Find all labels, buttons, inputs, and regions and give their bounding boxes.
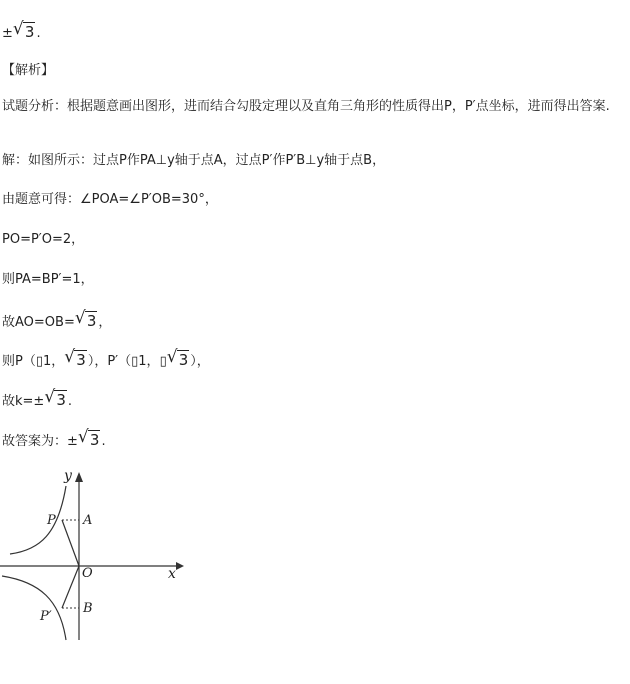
solution-line-1: 解：如图所示：过点P作PA⊥y轴于点A，过点P′作P′B⊥y轴于点B， (2, 153, 386, 168)
origin-label: O (82, 566, 93, 581)
sqrt-symbol: √ 3 (77, 427, 100, 449)
analysis-paragraph: 试题分析：根据题意画出图形，进而结合勾股定理以及直角三角形的性质得出P，P′点坐标，进而得出答案. (2, 99, 610, 114)
point-b-label: B (83, 601, 93, 616)
geometry-figure (0, 462, 200, 652)
lower-curve (2, 576, 66, 640)
point-p-label: P (47, 513, 56, 528)
solution-5-suffix: ， (98, 315, 112, 330)
answer-radicand: 3 (24, 23, 35, 41)
answer-prefix: ± (2, 26, 13, 41)
missing-glyph-box: ▯ (159, 354, 167, 369)
y-axis-arrow (75, 472, 83, 482)
solution-8-suffix: . (101, 434, 106, 449)
solution-line-2: 由题意可得：∠POA=∠P′OB=30°， (2, 192, 218, 207)
sqrt-symbol: √ 3 (12, 19, 35, 41)
answer-suffix: . (36, 26, 41, 41)
segment-op (62, 520, 79, 566)
solution-line-3: PO=P′O=2， (2, 232, 85, 247)
sqrt-symbol: √ 3 (64, 347, 86, 369)
segment-op-prime (62, 566, 79, 608)
solution-6-part4: 1， (138, 354, 160, 369)
solution-line-8 (2, 427, 106, 451)
solution-6-radicand2: 3 (178, 351, 189, 369)
solution-line-4: 则PA=BP′=1， (2, 272, 94, 287)
section-title: 【解析】 (2, 63, 55, 78)
sqrt-symbol: √ 3 (44, 387, 66, 409)
solution-8-radicand: 3 (89, 431, 100, 449)
solution-line-5 (2, 308, 112, 332)
solution-6-part5: ）， (190, 354, 210, 369)
sqrt-symbol: √ 3 (166, 347, 189, 369)
missing-glyph-box: ▯ (131, 354, 139, 369)
solution-7-prefix: 故k=± (2, 394, 45, 409)
solution-6-radicand1: 3 (76, 351, 86, 369)
x-axis-arrow (176, 562, 184, 570)
solution-5-prefix: 故AO=OB= (2, 315, 75, 330)
solution-6-part3: ），P′（ (87, 354, 132, 369)
solution-line-6 (2, 347, 210, 371)
upper-curve (10, 486, 66, 554)
solution-6-part1: 则P（ (2, 354, 36, 369)
answer-line (2, 19, 41, 43)
solution-7-radicand: 3 (56, 391, 66, 409)
missing-glyph-box: ▯ (35, 354, 43, 369)
solution-6-part2: 1， (43, 354, 65, 369)
solution-5-radicand: 3 (86, 312, 97, 330)
solution-line-7 (2, 387, 73, 411)
point-a-label: A (83, 513, 93, 528)
solution-8-prefix: 故答案为：± (2, 434, 78, 449)
y-axis-label: y (64, 468, 72, 484)
solution-7-suffix: . (67, 394, 73, 409)
sqrt-symbol: √ 3 (74, 308, 97, 330)
point-p-prime-label: P′ (40, 609, 52, 624)
x-axis-label: x (168, 566, 176, 582)
